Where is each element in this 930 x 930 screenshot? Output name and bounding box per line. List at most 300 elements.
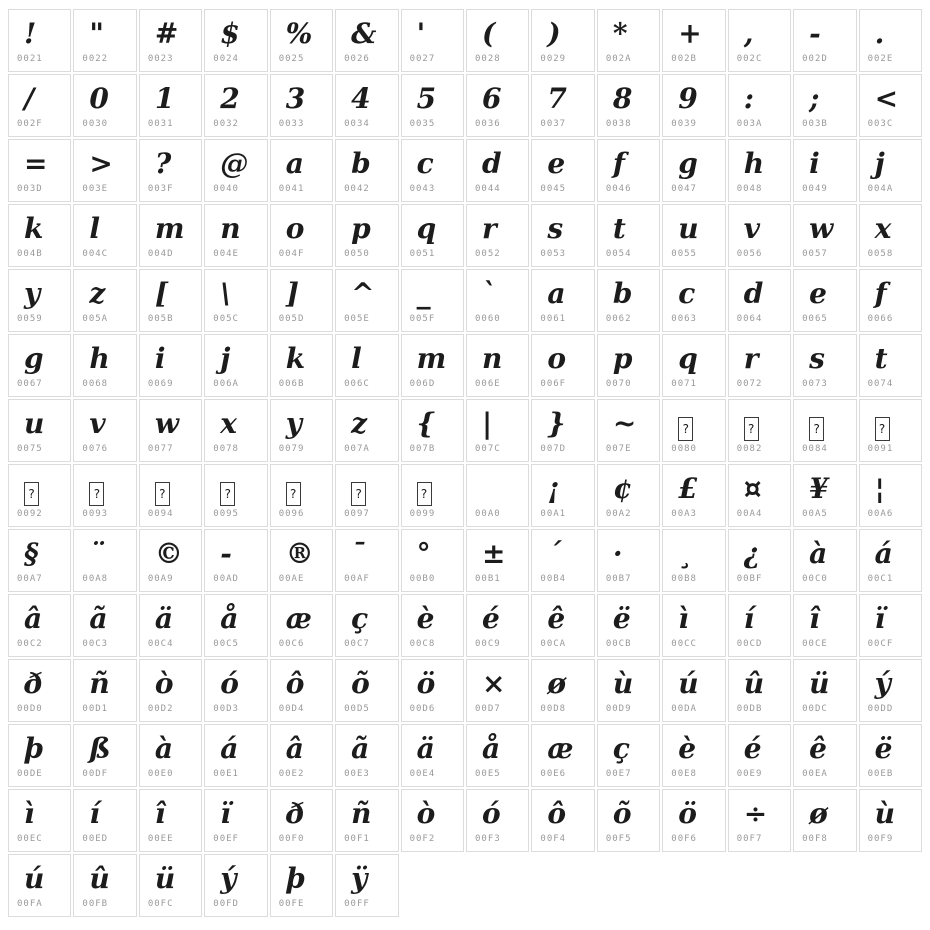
codepoint-label: 0091 (867, 444, 894, 454)
glyph-cell (662, 594, 725, 657)
glyph-cell (139, 334, 202, 397)
glyph-cell (728, 594, 791, 657)
glyph: @ (220, 147, 249, 180)
glyph: ´ (547, 537, 562, 570)
codepoint-label: 0050 (344, 249, 370, 259)
glyph-cell (335, 399, 398, 462)
glyph: ë (612, 602, 631, 635)
codepoint-label: 0032 (213, 119, 239, 129)
glyph-cell (597, 464, 660, 527)
glyph-cell (597, 139, 660, 202)
glyph-cell (728, 9, 791, 72)
glyph-cell (597, 724, 660, 787)
glyph-cell (8, 789, 71, 852)
glyph-cell (466, 399, 529, 462)
glyph: 4 (351, 82, 371, 115)
codepoint-label: 0073 (802, 379, 828, 389)
codepoint-label: 00AF (344, 574, 370, 584)
glyph-cell (8, 269, 71, 332)
codepoint-label: 00A5 (802, 509, 828, 519)
glyph-cell (270, 334, 333, 397)
glyph: ô (285, 667, 305, 700)
codepoint-label: 0082 (736, 444, 763, 454)
glyph: _ (416, 277, 431, 310)
glyph-cell (859, 594, 922, 657)
glyph: æ (547, 732, 574, 765)
glyph: d (481, 147, 502, 180)
glyph: p (351, 212, 371, 245)
codepoint-label: 0040 (213, 184, 239, 194)
glyph-cell (204, 74, 267, 137)
glyph-cell (531, 269, 594, 332)
glyph-cell (335, 139, 398, 202)
codepoint-label: 0065 (802, 314, 828, 324)
codepoint-label: 00B1 (474, 574, 501, 584)
codepoint-label: 004F (278, 249, 305, 259)
glyph: # (154, 17, 179, 50)
codepoint-label: 00E6 (540, 769, 567, 779)
glyph-cell (531, 464, 594, 527)
glyph: ¥ (809, 472, 829, 505)
glyph-cell (859, 269, 922, 332)
glyph: ó (220, 667, 239, 700)
glyph: f (874, 277, 887, 310)
glyph: ù (612, 667, 634, 700)
glyph: ê (547, 602, 566, 635)
codepoint-label: 00D6 (409, 704, 436, 714)
glyph: ö (416, 667, 436, 700)
codepoint-label: 005B (147, 314, 174, 324)
glyph: m (416, 342, 447, 375)
glyph: t (874, 342, 888, 375)
codepoint-label: 006E (474, 379, 501, 389)
glyph-cell (401, 139, 464, 202)
glyph-cell (531, 139, 594, 202)
glyph-cell (793, 659, 856, 722)
notdef-glyph (794, 400, 855, 442)
glyph: z (89, 277, 106, 310)
glyph-cell (466, 9, 529, 72)
codepoint-label: 007A (344, 444, 370, 454)
codepoint-label: 003D (17, 184, 43, 194)
codepoint-label: 0064 (736, 314, 763, 324)
glyph: a (285, 147, 304, 180)
codepoint-label: 0046 (605, 184, 632, 194)
codepoint-label: 0030 (82, 119, 109, 129)
glyph: x (874, 212, 892, 245)
glyph-cell (8, 139, 71, 202)
glyph-cell (662, 529, 725, 592)
glyph: w (809, 212, 834, 245)
glyph: í (89, 797, 101, 830)
glyph: 1 (154, 82, 175, 115)
glyph: ¢ (612, 472, 633, 505)
glyph: ÷ (743, 797, 768, 830)
notdef-box-icon: ? (417, 482, 432, 506)
glyph: ) (547, 17, 561, 50)
glyph: g (24, 342, 44, 375)
glyph: o (547, 342, 567, 375)
glyph: ~ (612, 407, 637, 440)
glyph: ô (547, 797, 567, 830)
glyph: ã (89, 602, 108, 635)
codepoint-label: 002A (605, 54, 632, 64)
glyph: h (743, 147, 765, 180)
notdef-glyph (205, 465, 266, 507)
glyph: 6 (481, 82, 502, 115)
glyph: ± (481, 537, 506, 570)
codepoint-label: 0044 (474, 184, 501, 194)
codepoint-label: 00A1 (540, 509, 567, 519)
glyph: r (743, 342, 759, 375)
codepoint-label: 00C6 (278, 639, 305, 649)
glyph-cell (859, 464, 922, 527)
codepoint-label: 00E5 (474, 769, 501, 779)
glyph: ` (481, 277, 496, 310)
codepoint-label: 0069 (147, 379, 174, 389)
glyph-cell (8, 529, 71, 592)
glyph: , (743, 17, 754, 50)
glyph: ù (874, 797, 895, 830)
codepoint-label: 007D (540, 444, 567, 454)
codepoint-label: 00C3 (82, 639, 109, 649)
codepoint-label: 00D4 (278, 704, 305, 714)
codepoint-label: 0024 (213, 54, 239, 64)
glyph-cell (859, 139, 922, 202)
notdef-glyph (336, 465, 397, 507)
glyph: ? (154, 147, 172, 180)
glyph: ! (24, 17, 37, 50)
codepoint-label: 0074 (867, 379, 894, 389)
notdef-box-icon: ? (678, 417, 693, 441)
glyph: . (874, 17, 885, 50)
codepoint-label: 0077 (147, 444, 174, 454)
codepoint-label: 00F5 (605, 834, 632, 844)
glyph-cell (270, 204, 333, 267)
codepoint-label: 004E (213, 249, 239, 259)
glyph: ì (24, 797, 35, 830)
codepoint-label: 00D7 (474, 704, 501, 714)
glyph-cell (401, 399, 464, 462)
glyph-cell (335, 204, 398, 267)
codepoint-label: 0022 (82, 54, 109, 64)
codepoint-label: 00A6 (867, 509, 894, 519)
glyph-cell (73, 529, 136, 592)
glyph-cell (73, 204, 136, 267)
glyph-cell (793, 529, 856, 592)
glyph: õ (612, 797, 632, 830)
glyph-cell (859, 529, 922, 592)
notdef-glyph (9, 465, 70, 507)
codepoint-label: 002E (867, 54, 894, 64)
codepoint-label: 00F3 (474, 834, 501, 844)
codepoint-label: 007B (409, 444, 436, 454)
glyph: j (220, 342, 231, 375)
glyph-cell (662, 724, 725, 787)
glyph-cell (335, 9, 398, 72)
glyph-cell (8, 854, 71, 917)
glyph: ð (285, 797, 305, 830)
glyph-cell (728, 269, 791, 332)
glyph: b (612, 277, 633, 310)
glyph: ü (809, 667, 830, 700)
codepoint-label: 0084 (802, 444, 828, 454)
glyph-cell (73, 139, 136, 202)
glyph: ¯ (351, 537, 366, 570)
glyph: 7 (547, 82, 567, 115)
codepoint-label: 00B8 (671, 574, 697, 584)
glyph-cell (270, 529, 333, 592)
codepoint-label: 00D5 (344, 704, 370, 714)
glyph: õ (351, 667, 370, 700)
glyph-cell (662, 464, 725, 527)
glyph-cell (531, 204, 594, 267)
glyph-cell (73, 854, 136, 917)
codepoint-label: 00BF (736, 574, 763, 584)
glyph-cell (728, 724, 791, 787)
codepoint-label: 00DA (671, 704, 697, 714)
glyph: ð (24, 667, 43, 700)
glyph-cell (466, 659, 529, 722)
glyph-cell (270, 74, 333, 137)
glyph-cell (662, 789, 725, 852)
glyph: : (743, 82, 755, 115)
glyph: l (351, 342, 362, 375)
glyph-cell (8, 334, 71, 397)
glyph-cell (335, 529, 398, 592)
codepoint-label: 00A3 (671, 509, 697, 519)
glyph: ® (285, 537, 314, 570)
codepoint-label: 00DC (802, 704, 828, 714)
codepoint-label: 0051 (409, 249, 436, 259)
glyph: j (874, 147, 885, 180)
codepoint-label: 00C5 (213, 639, 239, 649)
glyph: à (809, 537, 828, 570)
notdef-box-icon: ? (89, 482, 104, 506)
codepoint-label: 00FB (82, 899, 109, 909)
glyph: " (89, 17, 105, 50)
glyph-cell (139, 74, 202, 137)
codepoint-label: 00E1 (213, 769, 239, 779)
codepoint-label: 00EF (213, 834, 239, 844)
codepoint-label: 00D9 (605, 704, 632, 714)
glyph: § (24, 537, 39, 570)
codepoint-label: 00EC (17, 834, 43, 844)
glyph-cell (335, 854, 398, 917)
glyph: 5 (416, 82, 437, 115)
codepoint-label: 0053 (540, 249, 567, 259)
glyph: k (285, 342, 306, 375)
codepoint-label: 002F (17, 119, 43, 129)
codepoint-label: 005C (213, 314, 239, 324)
glyph-cell (793, 334, 856, 397)
notdef-box-icon: ? (286, 482, 301, 506)
glyph: ä (154, 602, 173, 635)
codepoint-label: 00E0 (147, 769, 174, 779)
glyph-cell (401, 9, 464, 72)
glyph: z (351, 407, 368, 440)
glyph: î (154, 797, 166, 830)
glyph-cell (204, 464, 267, 527)
glyph-cell (204, 9, 267, 72)
glyph-cell (859, 74, 922, 137)
glyph-cell (335, 594, 398, 657)
glyph: ö (678, 797, 697, 830)
glyph: ß (89, 732, 111, 765)
codepoint-label: 004D (147, 249, 174, 259)
glyph: c (678, 277, 696, 310)
codepoint-label: 00D2 (147, 704, 174, 714)
glyph: 3 (285, 82, 306, 115)
codepoint-label: 006A (213, 379, 239, 389)
glyph-cell (662, 334, 725, 397)
codepoint-label: 00F2 (409, 834, 436, 844)
codepoint-label: 0042 (344, 184, 370, 194)
glyph-cell (270, 139, 333, 202)
glyph: s (809, 342, 825, 375)
codepoint-label: 00B7 (605, 574, 632, 584)
glyph: ° (416, 537, 431, 570)
glyph: > (89, 147, 113, 180)
glyph-cell (73, 9, 136, 72)
glyph-cell (466, 594, 529, 657)
glyph-cell (204, 529, 267, 592)
glyph-cell (793, 74, 856, 137)
codepoint-label: 00EB (867, 769, 894, 779)
glyph: ¡ (547, 472, 560, 505)
codepoint-label: 0059 (17, 314, 43, 324)
glyph: ñ (351, 797, 372, 830)
glyph: ã (351, 732, 370, 765)
codepoint-label: 00FC (147, 899, 174, 909)
codepoint-label: 0026 (344, 54, 370, 64)
glyph: q (416, 212, 437, 245)
codepoint-label: 0056 (736, 249, 763, 259)
codepoint-label: 00C7 (344, 639, 370, 649)
codepoint-label: 0028 (474, 54, 501, 64)
glyph-cell (597, 204, 660, 267)
codepoint-label: 00DB (736, 704, 763, 714)
glyph: · (612, 537, 623, 570)
glyph-cell (73, 269, 136, 332)
glyph: d (743, 277, 764, 310)
codepoint-label: 00F7 (736, 834, 763, 844)
codepoint-label: 0068 (82, 379, 109, 389)
codepoint-label: 00C2 (17, 639, 43, 649)
codepoint-label: 00E9 (736, 769, 763, 779)
glyph-cell (335, 659, 398, 722)
codepoint-label: 0060 (474, 314, 501, 324)
glyph: ï (220, 797, 231, 830)
codepoint-label: 00EA (802, 769, 828, 779)
glyph: £ (678, 472, 698, 505)
glyph: [ (154, 277, 169, 310)
glyph: ý (220, 862, 237, 895)
glyph-cell (8, 594, 71, 657)
glyph-cell (662, 204, 725, 267)
glyph-cell (139, 139, 202, 202)
glyph-cell (859, 724, 922, 787)
glyph-cell (662, 139, 725, 202)
codepoint-label: 00D1 (82, 704, 109, 714)
codepoint-label: 0072 (736, 379, 763, 389)
codepoint-label: 003E (82, 184, 109, 194)
codepoint-label: 00CA (540, 639, 567, 649)
codepoint-label: 00A4 (736, 509, 763, 519)
codepoint-label: 00B0 (409, 574, 436, 584)
codepoint-label: 00A0 (474, 509, 501, 519)
notdef-box-icon: ? (220, 482, 235, 506)
glyph: e (809, 277, 827, 310)
glyph: & (351, 17, 377, 50)
glyph-cell (793, 139, 856, 202)
codepoint-label: 006B (278, 379, 305, 389)
glyph: c (416, 147, 434, 180)
glyph: l (89, 212, 101, 245)
codepoint-label: 0070 (605, 379, 632, 389)
glyph-cell (728, 139, 791, 202)
glyph-cell (597, 594, 660, 657)
codepoint-label: 00E4 (409, 769, 436, 779)
codepoint-label: 00D8 (540, 704, 567, 714)
glyph: å (481, 732, 501, 765)
notdef-box-icon: ? (744, 417, 759, 441)
glyph-cell (466, 529, 529, 592)
glyph-cell (597, 399, 660, 462)
glyph: ¿ (743, 537, 761, 570)
glyph-cell (73, 334, 136, 397)
glyph: \ (220, 277, 231, 310)
glyph-cell (466, 334, 529, 397)
glyph: w (154, 407, 179, 440)
codepoint-label: 0063 (671, 314, 697, 324)
glyph-cell (139, 464, 202, 527)
glyph: y (285, 407, 302, 440)
glyph-cell (859, 9, 922, 72)
notdef-box-icon: ? (351, 482, 366, 506)
glyph-cell (8, 399, 71, 462)
glyph: | (481, 407, 493, 440)
glyph-cell (139, 659, 202, 722)
codepoint-label: 0048 (736, 184, 763, 194)
codepoint-label: 00F8 (802, 834, 828, 844)
codepoint-label: 00C0 (802, 574, 828, 584)
codepoint-label: 00E3 (344, 769, 370, 779)
codepoint-label: 0095 (213, 509, 239, 519)
glyph-cell (270, 789, 333, 852)
codepoint-label: 0034 (344, 119, 370, 129)
codepoint-label: 007C (474, 444, 501, 454)
glyph-cell (859, 204, 922, 267)
codepoint-label: 00FE (278, 899, 305, 909)
notdef-box-icon: ? (24, 482, 39, 506)
glyph-cell (73, 594, 136, 657)
notdef-glyph (271, 465, 332, 507)
glyph-cell (335, 334, 398, 397)
glyph-cell (531, 659, 594, 722)
glyph-cell (531, 724, 594, 787)
codepoint-label: 0029 (540, 54, 567, 64)
glyph-cell (139, 9, 202, 72)
codepoint-label: 0093 (82, 509, 109, 519)
glyph: u (24, 407, 45, 440)
codepoint-label: 00ED (82, 834, 109, 844)
glyph: û (89, 862, 110, 895)
codepoint-label: 0031 (147, 119, 174, 129)
glyph-cell (466, 789, 529, 852)
codepoint-label: 002B (671, 54, 697, 64)
glyph: - (809, 17, 821, 50)
